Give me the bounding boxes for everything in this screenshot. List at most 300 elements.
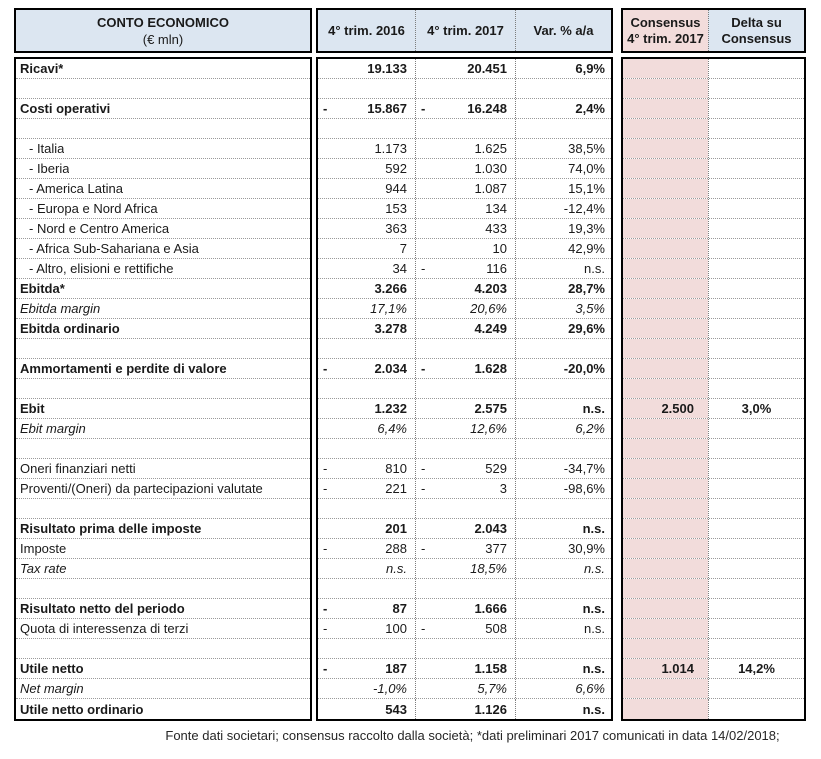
value-delta-consensus: 3,0%	[741, 401, 772, 416]
value-var-pct: -34,7%	[563, 461, 605, 476]
value-q4-2016: 153	[385, 201, 407, 216]
value-q4-2016: 87	[392, 601, 407, 616]
row-label: - Africa Sub-Sahariana e Asia	[29, 241, 199, 256]
source-note: Fonte dati societari; consensus raccolto dalla società; *dati preliminari 2017 comunicati in data 14/02/2018;	[165, 728, 780, 743]
cell-q4-2017	[415, 679, 515, 698]
table-row	[623, 499, 804, 519]
table-row	[318, 619, 611, 639]
table-row	[623, 239, 804, 259]
cell-var-pct	[515, 139, 611, 158]
cell-delta-consensus	[708, 159, 804, 178]
row-label	[16, 439, 20, 458]
table-row	[623, 279, 804, 299]
cell-var-pct	[515, 119, 611, 138]
value-var-pct: 15,1%	[568, 181, 605, 196]
table-row	[623, 219, 804, 239]
row-label	[16, 499, 20, 518]
table-row	[318, 379, 611, 399]
table-row	[318, 99, 611, 119]
table-row	[16, 619, 310, 639]
value-q4-2016: 1.173	[374, 141, 407, 156]
value-delta-consensus: 14,2%	[738, 661, 775, 676]
value-q4-2016: 363	[385, 221, 407, 236]
cell-q4-2016	[318, 319, 415, 338]
cell-delta-consensus	[708, 679, 804, 698]
table-row	[16, 639, 310, 659]
cell-delta-consensus	[708, 99, 804, 118]
cell-q4-2017	[415, 539, 515, 558]
value-q4-2017: 529	[485, 461, 507, 476]
row-label: - Iberia	[29, 161, 70, 176]
table-row	[623, 99, 804, 119]
row-label: Ebitda margin	[20, 301, 101, 316]
table-row	[623, 319, 804, 339]
table-row	[623, 179, 804, 199]
table-row	[318, 499, 611, 519]
table-row	[318, 479, 611, 499]
value-q4-2017: 1.158	[474, 661, 507, 676]
cell-var-pct	[515, 639, 611, 658]
table-row	[318, 119, 611, 139]
row-label: Utile netto	[20, 661, 84, 676]
cell-consensus	[623, 279, 708, 298]
column-header-consensus	[623, 10, 708, 51]
cell-var-pct	[515, 239, 611, 258]
table-row	[16, 399, 310, 419]
table-row	[16, 599, 310, 619]
cell-q4-2016	[318, 99, 415, 118]
cell-delta-consensus	[708, 79, 804, 98]
table-row	[623, 639, 804, 659]
cell-var-pct	[515, 199, 611, 218]
table-row	[318, 459, 611, 479]
value-q4-2017: 1.126	[474, 701, 507, 717]
value-q4-2016: 2.034	[374, 361, 407, 376]
cell-consensus	[623, 399, 708, 418]
negative-sign-2017: -	[421, 261, 426, 276]
cell-consensus	[623, 539, 708, 558]
delta-header-line2: Consensus	[721, 30, 792, 46]
row-label: Proventi/(Oneri) da partecipazioni valutate	[20, 481, 263, 496]
cell-var-pct	[515, 399, 611, 418]
cell-delta-consensus	[708, 639, 804, 658]
cell-q4-2016	[318, 479, 415, 498]
row-label: Oneri finanziari netti	[20, 461, 136, 476]
table-row	[318, 59, 611, 79]
cell-delta-consensus	[708, 479, 804, 498]
cell-consensus	[623, 199, 708, 218]
cell-q4-2017	[415, 319, 515, 338]
cell-q4-2016	[318, 559, 415, 578]
table-row	[623, 539, 804, 559]
table-row	[623, 439, 804, 459]
cell-var-pct	[515, 59, 611, 78]
cell-consensus	[623, 239, 708, 258]
row-label: Risultato netto del periodo	[20, 601, 185, 616]
table-row	[318, 419, 611, 439]
cell-var-pct	[515, 599, 611, 618]
row-label: Ebit	[20, 401, 45, 416]
consensus-columns	[621, 8, 806, 721]
value-var-pct: 28,7%	[568, 281, 605, 296]
negative-sign-2017: -	[421, 621, 426, 636]
table-row	[318, 399, 611, 419]
value-var-pct: -20,0%	[563, 361, 605, 376]
values-body	[316, 57, 613, 721]
table-row	[623, 379, 804, 399]
cell-q4-2016	[318, 419, 415, 438]
value-q4-2017: 12,6%	[470, 421, 507, 436]
cell-q4-2017	[415, 199, 515, 218]
cell-q4-2017	[415, 699, 515, 719]
values-columns	[316, 8, 613, 721]
cell-consensus	[623, 579, 708, 598]
value-q4-2017: 116	[486, 261, 507, 276]
cell-q4-2016	[318, 679, 415, 698]
cell-q4-2017	[415, 579, 515, 598]
table-row	[16, 279, 310, 299]
value-q4-2016: 1.232	[374, 401, 407, 416]
table-row	[318, 699, 611, 719]
cell-consensus	[623, 179, 708, 198]
cell-consensus	[623, 159, 708, 178]
table-row	[318, 679, 611, 699]
row-label	[16, 579, 20, 598]
cell-q4-2016	[318, 539, 415, 558]
value-var-pct: n.s.	[582, 401, 605, 416]
table-row	[318, 139, 611, 159]
cell-q4-2017	[415, 439, 515, 458]
table-row	[318, 79, 611, 99]
value-q4-2017: 1.030	[474, 161, 507, 176]
value-q4-2017: 1.628	[474, 361, 507, 376]
table-row	[16, 379, 310, 399]
value-q4-2017: 20,6%	[470, 301, 507, 316]
cell-q4-2016	[318, 339, 415, 358]
cell-delta-consensus	[708, 539, 804, 558]
cell-q4-2016	[318, 639, 415, 658]
table-row	[623, 259, 804, 279]
cell-consensus	[623, 639, 708, 658]
cell-consensus	[623, 699, 708, 719]
table-row	[318, 159, 611, 179]
table-row	[623, 339, 804, 359]
value-q4-2016: n.s.	[386, 561, 407, 576]
cell-delta-consensus	[708, 599, 804, 618]
value-var-pct: n.s.	[582, 661, 605, 676]
cell-consensus	[623, 99, 708, 118]
value-var-pct: 2,4%	[575, 101, 605, 116]
cell-consensus	[623, 359, 708, 378]
value-q4-2017: 18,5%	[470, 561, 507, 576]
table-row	[623, 199, 804, 219]
value-var-pct: 74,0%	[568, 161, 605, 176]
negative-sign-2016: -	[323, 361, 328, 376]
cell-delta-consensus	[708, 359, 804, 378]
table-row	[623, 619, 804, 639]
table-title-header	[14, 8, 312, 53]
value-var-pct: n.s.	[584, 621, 605, 636]
cell-q4-2017	[415, 419, 515, 438]
table-row	[318, 599, 611, 619]
row-label: Imposte	[20, 541, 67, 556]
table-row	[16, 359, 310, 379]
negative-sign-2016: -	[323, 541, 328, 556]
value-q4-2017: 1.087	[474, 181, 507, 196]
table-row	[318, 519, 611, 539]
cell-delta-consensus	[708, 659, 804, 678]
value-var-pct: n.s.	[582, 601, 605, 616]
value-q4-2016: 3.278	[374, 321, 407, 336]
consensus-header-line1: Consensus	[630, 14, 701, 30]
value-var-pct: 6,2%	[575, 421, 605, 436]
table-row	[318, 239, 611, 259]
cell-q4-2017	[415, 399, 515, 418]
value-var-pct: n.s.	[582, 701, 605, 717]
value-q4-2017: 1.625	[474, 141, 507, 156]
column-header-delta	[708, 10, 804, 51]
table-row	[16, 519, 310, 539]
table-row	[318, 299, 611, 319]
cell-q4-2016	[318, 259, 415, 278]
cell-q4-2016	[318, 619, 415, 638]
table-row	[16, 699, 310, 719]
table-row	[318, 559, 611, 579]
cell-delta-consensus	[708, 499, 804, 518]
cell-var-pct	[515, 359, 611, 378]
value-q4-2016: 7	[399, 241, 407, 256]
cell-q4-2017	[415, 99, 515, 118]
row-label	[16, 119, 20, 138]
cell-q4-2016	[318, 199, 415, 218]
value-q4-2016: 34	[392, 261, 407, 276]
cell-var-pct	[515, 519, 611, 538]
cell-q4-2016	[318, 119, 415, 138]
cell-var-pct	[515, 259, 611, 278]
negative-sign-2016: -	[323, 601, 328, 616]
value-q4-2016: 6,4%	[377, 421, 407, 436]
value-var-pct: n.s.	[582, 521, 605, 536]
negative-sign-2017: -	[421, 461, 426, 476]
cell-consensus	[623, 219, 708, 238]
negative-sign-2017: -	[421, 361, 426, 376]
value-var-pct: n.s.	[584, 561, 605, 576]
cell-var-pct	[515, 299, 611, 318]
table-row	[16, 579, 310, 599]
cell-q4-2016	[318, 659, 415, 678]
column-header-q4-2016: 4° trim. 2016	[328, 23, 405, 38]
cell-delta-consensus	[708, 339, 804, 358]
cell-consensus	[623, 339, 708, 358]
value-q4-2017: 10	[492, 241, 507, 256]
cell-q4-2017	[415, 359, 515, 378]
value-consensus: 2.500	[661, 401, 694, 416]
cell-q4-2016	[318, 279, 415, 298]
cell-q4-2017	[415, 219, 515, 238]
negative-sign-2017: -	[421, 101, 426, 116]
table-row	[16, 139, 310, 159]
cell-q4-2017	[415, 599, 515, 618]
value-q4-2017: 4.249	[474, 321, 507, 336]
table-row	[623, 159, 804, 179]
value-q4-2016: 543	[385, 701, 407, 717]
value-var-pct: 29,6%	[568, 321, 605, 336]
cell-delta-consensus	[708, 279, 804, 298]
value-q4-2016: 944	[385, 181, 407, 196]
table-row	[16, 159, 310, 179]
consensus-header	[621, 8, 806, 53]
cell-consensus	[623, 79, 708, 98]
table-row	[623, 119, 804, 139]
value-q4-2017: 433	[485, 221, 507, 236]
cell-var-pct	[515, 559, 611, 578]
cell-delta-consensus	[708, 299, 804, 318]
cell-delta-consensus	[708, 399, 804, 418]
cell-delta-consensus	[708, 239, 804, 258]
value-q4-2016: 221	[385, 481, 407, 496]
cell-q4-2016	[318, 519, 415, 538]
table-row	[623, 599, 804, 619]
cell-var-pct	[515, 79, 611, 98]
table-row	[16, 219, 310, 239]
negative-sign-2016: -	[323, 661, 328, 676]
table-row	[16, 459, 310, 479]
value-consensus: 1.014	[661, 661, 694, 676]
cell-q4-2017	[415, 619, 515, 638]
value-q4-2016: 17,1%	[370, 301, 407, 316]
row-label: Ebitda*	[20, 281, 65, 296]
cell-q4-2017	[415, 459, 515, 478]
value-var-pct: 38,5%	[568, 141, 605, 156]
table-row	[16, 119, 310, 139]
table-row	[318, 439, 611, 459]
table-row	[623, 79, 804, 99]
row-label: Ammortamenti e perdite di valore	[20, 361, 227, 376]
table-title: CONTO ECONOMICO	[97, 14, 229, 30]
cell-var-pct	[515, 99, 611, 118]
cell-delta-consensus	[708, 519, 804, 538]
cell-consensus	[623, 379, 708, 398]
cell-q4-2017	[415, 179, 515, 198]
table-row	[623, 359, 804, 379]
table-row	[623, 579, 804, 599]
cell-delta-consensus	[708, 319, 804, 338]
value-q4-2016: 15.867	[367, 101, 407, 116]
cell-var-pct	[515, 699, 611, 719]
row-label: - Italia	[29, 141, 65, 156]
table-row	[318, 259, 611, 279]
value-q4-2016: 201	[385, 521, 407, 536]
labels-body	[14, 57, 312, 721]
cell-q4-2016	[318, 179, 415, 198]
cell-delta-consensus	[708, 139, 804, 158]
cell-delta-consensus	[708, 259, 804, 278]
value-q4-2016: 3.266	[374, 281, 407, 296]
cell-consensus	[623, 259, 708, 278]
cell-consensus	[623, 499, 708, 518]
table-row	[623, 399, 804, 419]
value-q4-2016: 100	[385, 621, 407, 636]
value-q4-2016: -1,0%	[373, 681, 407, 696]
negative-sign-2016: -	[323, 481, 328, 496]
row-label: Ricavi*	[20, 61, 64, 76]
negative-sign-2017: -	[421, 481, 426, 496]
table-row	[16, 99, 310, 119]
cell-q4-2017	[415, 259, 515, 278]
table-row	[623, 139, 804, 159]
cell-consensus	[623, 599, 708, 618]
cell-q4-2017	[415, 159, 515, 178]
negative-sign-2016: -	[323, 101, 328, 116]
labels-column	[14, 8, 312, 721]
table-row	[318, 659, 611, 679]
cell-consensus	[623, 619, 708, 638]
cell-consensus	[623, 299, 708, 318]
row-label: Costi operativi	[20, 101, 111, 116]
cell-consensus	[623, 139, 708, 158]
cell-var-pct	[515, 579, 611, 598]
cell-q4-2016	[318, 219, 415, 238]
cell-q4-2016	[318, 59, 415, 78]
cell-var-pct	[515, 279, 611, 298]
value-var-pct: n.s.	[584, 261, 605, 276]
table-row	[623, 679, 804, 699]
value-q4-2017: 2.043	[474, 521, 507, 536]
cell-q4-2016	[318, 439, 415, 458]
cell-delta-consensus	[708, 379, 804, 398]
cell-delta-consensus	[708, 219, 804, 238]
cell-consensus	[623, 459, 708, 478]
table-row	[623, 699, 804, 719]
negative-sign-2016: -	[323, 461, 328, 476]
cell-consensus	[623, 439, 708, 458]
table-subtitle: (€ mln)	[142, 31, 184, 47]
table-row	[318, 279, 611, 299]
cell-q4-2016	[318, 79, 415, 98]
cell-q4-2017	[415, 499, 515, 518]
table-row	[318, 179, 611, 199]
value-q4-2016: 187	[385, 661, 407, 676]
value-var-pct: 42,9%	[568, 241, 605, 256]
cell-var-pct	[515, 419, 611, 438]
value-var-pct: 19,3%	[568, 221, 605, 236]
row-label: Quota di interessenza di terzi	[20, 621, 189, 636]
table-row	[318, 539, 611, 559]
cell-q4-2016	[318, 699, 415, 719]
consensus-header-line2: 4° trim. 2017	[627, 30, 704, 46]
cell-q4-2017	[415, 519, 515, 538]
cell-var-pct	[515, 439, 611, 458]
cell-consensus	[623, 119, 708, 138]
row-label: Risultato prima delle imposte	[20, 521, 202, 536]
value-q4-2017: 4.203	[474, 281, 507, 296]
table-row	[16, 439, 310, 459]
cell-q4-2016	[318, 159, 415, 178]
table-row	[318, 319, 611, 339]
cell-var-pct	[515, 479, 611, 498]
column-header-q4-2017: 4° trim. 2017	[415, 10, 515, 51]
negative-sign-2016: -	[323, 621, 328, 636]
value-q4-2016: 288	[385, 541, 407, 556]
cell-q4-2016	[318, 499, 415, 518]
cell-delta-consensus	[708, 199, 804, 218]
table-row	[16, 539, 310, 559]
table-row	[623, 559, 804, 579]
cell-delta-consensus	[708, 619, 804, 638]
cell-q4-2017	[415, 239, 515, 258]
cell-var-pct	[515, 319, 611, 338]
row-label: Net margin	[20, 681, 84, 696]
